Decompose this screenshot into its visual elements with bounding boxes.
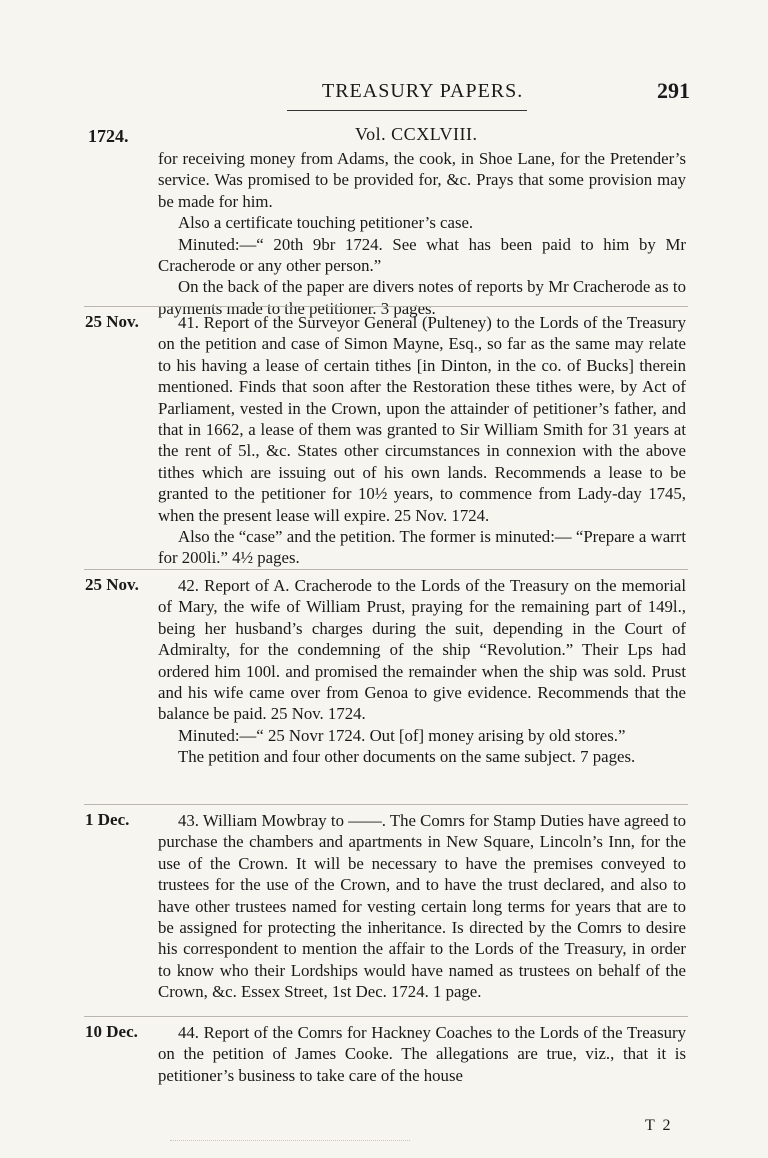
entry-date: 10 Dec. bbox=[85, 1022, 138, 1041]
continuation-note: Also a certificate touching petitioner’s case. bbox=[178, 213, 474, 233]
entry-separator bbox=[84, 569, 688, 570]
entry-text: 41. Report of the Surveyor General (Pulteney) to the Lords of the Treasury on the petition and case of Simon Mayne, Esq., so far as the same may relate to his having a lease of certain tithes [in Dinton, in the co. of Bucks] therein mentioned. Finds that soon after the Restoration these tithes were, by Act of Parliament, vested in the Crown, upon the attainder of petitioner’s father, and that in 1662, a lease of them was granted to Sir William Smith for 31 years at the rent of 5l., &c. States other circumstances in connexion with the above tithes which are issuing out of his own lands. Recommends a lease to be granted to the petitioner for 10½ years, to commence from Lady-day 1745, when the present lease will expire. 25 Nov. 1724. bbox=[158, 313, 686, 525]
running-head bbox=[300, 78, 690, 108]
entry-separator bbox=[84, 1016, 688, 1017]
entry-separator bbox=[84, 804, 688, 805]
continuation-block bbox=[158, 148, 686, 319]
entry-text: 44. Report of the Comrs for Hackney Coaches to the Lords of the Treasury on the petition of James Cooke. The allegations are true, viz., that it is petitioner’s business to take care of the house bbox=[158, 1023, 686, 1085]
entry-separator bbox=[84, 306, 688, 307]
faint-bleed-line bbox=[170, 1140, 410, 1143]
entry-date: 25 Nov. bbox=[85, 575, 139, 594]
entry-44 bbox=[158, 1022, 686, 1086]
header-rule bbox=[287, 110, 527, 111]
entry-note: Also the “case” and the petition. The former is minuted:— “Prepare a warrt for 200li.” 4½ pages. bbox=[158, 527, 686, 568]
entry-42 bbox=[158, 575, 686, 768]
entry-date: 1 Dec. bbox=[85, 810, 130, 829]
page-number: 291 bbox=[657, 78, 690, 103]
entry-43 bbox=[158, 810, 686, 1003]
entry-41 bbox=[158, 312, 686, 569]
signature-mark: T 2 bbox=[645, 1117, 673, 1134]
continuation-minute: Minuted:—“ 20th 9br 1724. See what has been paid to him by Mr Cracherode or any other person.” bbox=[158, 234, 686, 276]
entry-text: 42. Report of A. Cracherode to the Lords of the Treasury on the memorial of Mary, the wife of William Prust, praying for the remaining part of 149l., being her husband’s charges during the suit, depending in the Court of Admiralty, for the condemning of the ship “Revolution.” Their Lps had ordered him 100l. and promised the remainder when the ship was sold. Prust and his wife came over from Genoa to give evidence. Recommends that the balance be paid. 25 Nov. 1724. bbox=[158, 576, 686, 724]
entry-minute: Minuted:—“ 25 Novr 1724. Out [of] money arising by old stores.” bbox=[178, 725, 626, 745]
entry-note: The petition and four other documents on the same subject. 7 pages. bbox=[178, 747, 636, 767]
running-title: TREASURY PAPERS. bbox=[322, 80, 524, 102]
year-label: 1724. bbox=[88, 126, 129, 146]
continuation-text: for receiving money from Adams, the cook, in Shoe Lane, for the Pretender’s service. Was promised to be provided for, &c. Prays that some provision may be made for him. bbox=[158, 149, 686, 211]
entry-date: 25 Nov. bbox=[85, 312, 139, 331]
volume-label: Vol. CCXLVIII. bbox=[355, 124, 478, 144]
entry-text: 43. William Mowbray to ——. The Comrs for Stamp Duties have agreed to purchase the chambers and apartments in New Square, Lincoln’s Inn, for the use of the Crown. It will be necessary to have the premises conveyed to trustees for the use of the Crown, and to have the trust declared, and also to have other trustees named for vesting certain long terms for years that are to be assigned for protecting the inheritance. Is directed by the Comrs to desire his correspondent to mention the affair to the Lords of the Treasury, in order to know who their Lordships would have named as trustees on behalf of the Crown, &c. Essex Street, 1st Dec. 1724. 1 page. bbox=[158, 811, 686, 1002]
continuation-note-back: On the back of the paper are divers notes of reports by Mr Cracherode as to payments made to the petitioner. 3 pages. bbox=[158, 277, 686, 318]
